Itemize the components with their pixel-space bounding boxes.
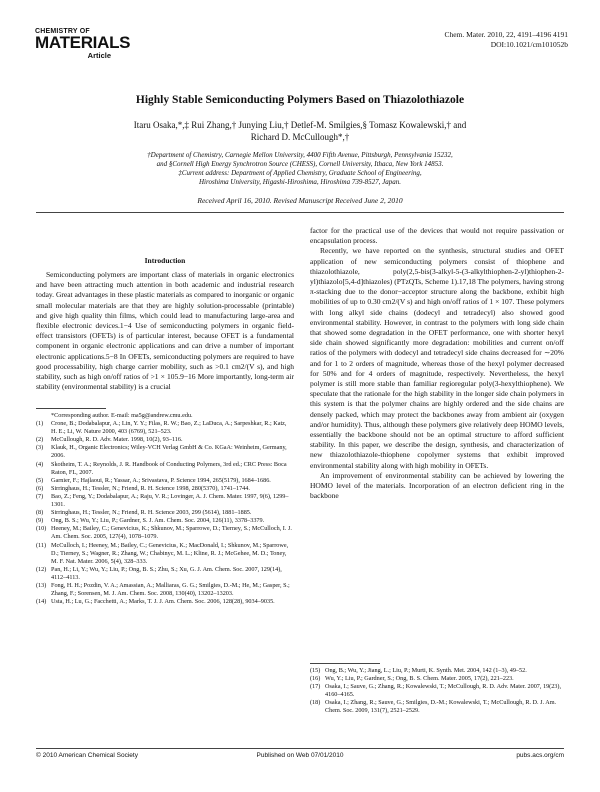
affiliation-line: ‡Current address: Department of Applied Chemistry, Graduate School of Engineering, [178, 169, 422, 177]
footer-divider [36, 748, 564, 749]
reference-item: (17) Osaka, I.; Sauve, G.; Zhang, R.; Kowalewski, T.; McCullough, R. D. Adv. Mater. 2007, 19(23), 4160–4165. [310, 683, 562, 699]
affiliation-line: †Department of Chemistry, Carnegie Mellon University, 4400 Fifth Avenue, Pittsburgh, Pennsylvania 15232, [147, 151, 453, 159]
reference-item: (11) McCulloch, I.; Heeney, M.; Bailey, C.; Genevicius, K.; MacDonald, I.; Shkunov, M.; Sparrowe, D.; Tierney, S.; Wagner, R.; Zhang, W.; Chabinyc, M. L.; Kline, R. J.; McGehee, M. D.; Toney, M. F. Nat. Mater. 2006, 5(4), 328–333. [36, 541, 289, 565]
reference-item: (14) Usta, H.; Lu, G.; Facchetti, A.; Marks, T. J. J. Am. Chem. Soc. 2006, 128(28), 9034–9035. [36, 598, 275, 606]
footer-published: Published on Web 07/01/2010 [256, 752, 344, 759]
affiliation-line: Hiroshima University, Higashi-Hiroshima, Hiroshima 739-8527, Japan. [198, 178, 402, 186]
footer-copyright: © 2010 American Chemical Society [36, 752, 138, 759]
reference-item: (6) Sirringhaus, H.; Tessler, N.; Friend, R. H. Science 1998, 280(5370), 1741–1744. [36, 484, 250, 492]
reference-item: (7) Bao, Z.; Feng, Y.; Dodabalapur, A.; Raju, V. R.; Lovinger, A. J. Chem. Mater. 1997, 9(6), 1299–1301. [36, 492, 289, 509]
logo-article: Article [87, 51, 111, 60]
received-dates: Received April 16, 2010. Revised Manuscript Received June 2, 2010 [197, 196, 403, 205]
authors-line1: Itaru Osaka,*,‡ Rui Zhang,† Junying Liu,† Detlef-M. Smilgies,§ Tomasz Kowalewski,† and [133, 120, 467, 130]
body-paragraph: Semiconducting polymers are important class of materials in organic electronics and have been attracting much attention in both academic and industrial research today. Great advantages in these plastic materials as compared to inorganic or organic small molecular materials are that they are highly solution-processable (printable) and give high quality thin films, which could lead to manufacturing large-area and flexible electronic devices.1−4 Use of semiconducting polymers in organic field-effect transistors (OFETs) is of particular interest, because OFET is a fundamental component in organic electronic applications and can drive a number of important electronic applications.5−8 In OFETs, semiconducting polymers are required to have good processability, high charge carrier mobility, such as >0.1 cm2/(V s), and high stability, such as high on/off ratios of >1 × 105.9−16 More importantly, long-term air stability (environmental stability) is a crucial [36, 270, 294, 392]
affiliations [70, 151, 530, 187]
paper-title: Highly Stable Semiconducting Polymers Based on Thiazolothiazole [135, 94, 465, 106]
reference-item: (13) Fong, H. H.; Pozdin, V. A.; Amassian, A.; Malliaras, G. G.; Smilgies, D.-M.; He, M.; Gasper, S.; Zhang, F.; Sorensen, M. J. Am. Chem. Soc. 2008, 130(40), 13202–13203. [36, 581, 290, 598]
right-column [310, 226, 564, 501]
footer-url[interactable]: pubs.acs.org/cm [516, 752, 564, 759]
footnote-divider [36, 408, 106, 409]
logo-line2: MATERIALS [35, 33, 131, 52]
doi[interactable]: DOI:10.1021/cm101052b [490, 40, 568, 49]
reference-list-left [36, 412, 294, 606]
author-list [60, 120, 540, 143]
reference-item: (2) McCullough, R. D. Adv. Mater. 1998, 10(2), 93–116. [36, 436, 183, 444]
reference-item: (18) Osaka, I.; Zhang, R.; Sauve, G.; Smilgies, D.-M.; Kowalewski, T.; McCullough, R. D. J. Am. Chem. Soc. 2009, 131(7), 2521–2529. [310, 699, 557, 715]
journal-logo [35, 28, 131, 60]
footnote-divider [310, 663, 380, 664]
reference-item: (12) Pan, H.; Li, Y.; Wu, Y.; Liu, P.; Ong, B. S.; Zhu, S.; Xu, G. J. Am. Chem. Soc. 2007, 129(14), 4112–4113. [36, 565, 282, 581]
reference-item: (9) Ong, B. S.; Wu, Y.; Liu, P.; Gardner, S. J. Am. Chem. Soc. 2004, 126(11), 3378–3379. [36, 517, 265, 525]
reference-item: (10) Heeney, M.; Bailey, C.; Genevicius, K.; Shkunov, M.; Sparrowe, D.; Tierney, S.; McCulloch, I. J. Am. Chem. Soc. 2005, 127(4), 1078–1079. [36, 525, 292, 541]
correspondence-note: *Corresponding author. E-mail: ma5g@andrew.cmu.edu. [51, 412, 193, 419]
reference-item: (15) Ong, B.; Wu, Y.; Jiang, L.; Liu, P.; Murti, K. Synth. Met. 2004, 142 (1–3), 49–52. [310, 667, 527, 674]
reference-item: (5) Garnier, F.; Hajlaoui, R.; Yassar, A.; Srivastava, P. Science 1994, 265(5179), 1684–1686. [36, 476, 271, 484]
logo-line1: CHEMISTRY OF [35, 28, 90, 35]
body-paragraph: factor for the practical use of the devices that would not require passivation or encapsulation process. [310, 226, 564, 246]
reference-list-right [310, 667, 564, 716]
affiliation-line: and §Cornell High Energy Synchrotron Source (CHESS), Cornell University, Ithaca, New York 14853. [156, 160, 444, 168]
authors-line2: Richard D. McCullough*,† [250, 131, 350, 142]
reference-item: (8) Sirringhaus, H.; Tessler, N.; Friend, R. H. Science 2003, 299 (5614), 1881–1885. [36, 509, 252, 517]
body-paragraph: An improvement of environmental stability can be achieved by lowering the HOMO level of the materials. Incorporation of an electron deficient ring in the backbone [310, 470, 564, 501]
citation-block [444, 30, 568, 50]
reference-item: (16) Wu, Y.; Liu, P.; Gardner, S.; Ong, B. S. Chem. Mater. 2005, 17(2), 221–223. [310, 675, 514, 683]
body-paragraph: Recently, we have reported on the synthesis, structural studies and OFET application of new semiconducting polymers consist of thiophene and thiazolothiazole, poly(2,5-bis(3-alkyl-5-(3-alkylthiophen-2-yl)thiophen-2-yl)thiazolo[5,4-d]thiazoles) (PTzQTs, Scheme 1).17,18 The polymers, having strong π-stacking due to the donor−acceptor structure along the backbone, exhibit high mobilities of up to 0.30 cm2/(V s) and high on/off ratios of 1 × 107. These polymers with long alkyl side chains (dodecyl and tetradecyl) also showed good environmental stability. However, in contrast to the polymers with long side chain that showed some degradation in the OFET performance, one with shorter hexyl side chain showed significantly more degradation: mobilities and current on/off ratios of the polymers with dodecyl and tetradecyl side chains decreased for ∼20% and for 1 to 2 orders of magnitude, whereas those of the hexyl polymer decreased for 50% and for 4 orders of magnitude, respectively. Nevertheless, the hexyl polymer is still more stable than familiar regioregular poly(3-hexylthiophene). We speculate that the rationale for the high stability in the longer side chain polymers in this system is that the polymer chains are highly ordered and the side chains are densely packed, which may protect the backbones away from ambient air (oxygen and/or humidity). Thus, although these polymers give relatively deep HOMO levels, essentially the backbone should not be an optimal structure to afford sufficient stability. In this paper, we describe the design, synthesis, and characterization of new thiazolothiazole-thiophene copolymer systems that exhibit improved environmental stability along with high mobility in OFETs. [310, 246, 564, 470]
reference-item: (1) Crone, B.; Dodabalapur, A.; Lin, Y. Y.; Filas, R. W.; Bao, Z.; LaDuca, A.; Sarpeshkar, R.; Katz, H. E.; Li, W. Nature 2000, 403 (6769), 521–523. [36, 420, 287, 436]
reference-item: (3) Klauk, H., Organic Electronics; Wiley-VCH Verlag GmbH & Co. KGaA: Weinheim, Germany, 2006. [36, 444, 287, 460]
left-column [36, 270, 294, 392]
section-heading: Introduction [144, 256, 186, 265]
reference-item: (4) Skotheim, T. A.; Reynolds, J. R. Handbook of Conducting Polymers, 3rd ed.; CRC Press: Boca Raton, FL, 2007. [36, 460, 287, 476]
citation-line1: Chem. Mater. 2010, 22, 4191–4196 4191 [444, 30, 568, 39]
header-divider [36, 212, 564, 213]
